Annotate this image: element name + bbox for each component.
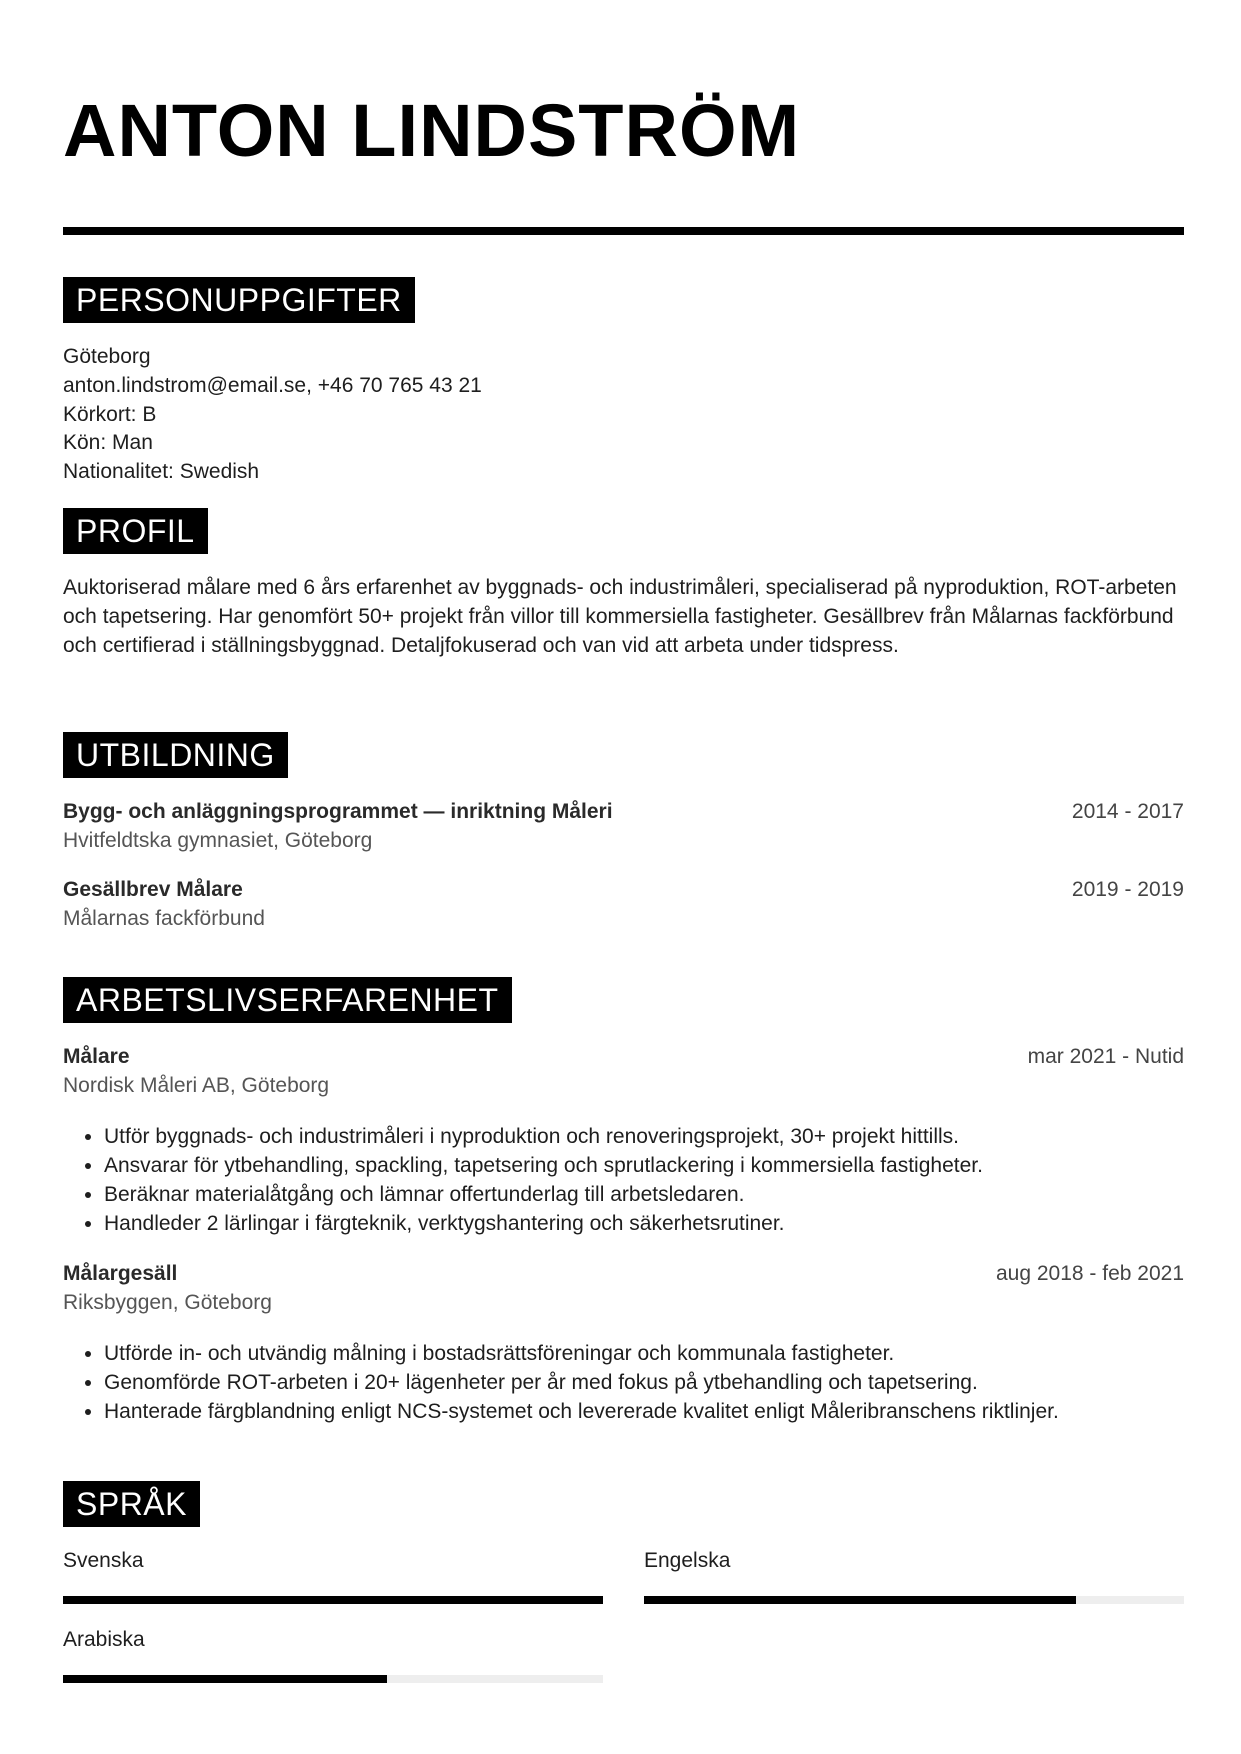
- language-item: [63, 1625, 603, 1683]
- languages-section-title: SPRÅK: [63, 1481, 200, 1527]
- personal-details: [63, 343, 1184, 487]
- personal-section: [63, 277, 1184, 487]
- profile-section-title: PROFIL: [63, 508, 208, 554]
- education-date: 2019 - 2019: [1071, 878, 1184, 901]
- experience-section: [63, 977, 1184, 1426]
- job-date: mar 2021 - Nutid: [1027, 1045, 1184, 1068]
- education-title: Bygg- och anläggningsprogrammet — inriktning Måleri: [63, 800, 613, 823]
- language-level-bar: [63, 1675, 603, 1683]
- job-employer: Riksbyggen, Göteborg: [63, 1291, 272, 1314]
- job-duty: • Utför byggnads- och industrimåleri i nyproduktion och renoveringsprojekt, 30+ projekt hittills.: [104, 1122, 1184, 1151]
- job-duty: • Genomförde ROT-arbeten i 20+ lägenheter per år med fokus på ytbehandling och tapetsering.: [104, 1368, 1184, 1397]
- header-divider: [63, 227, 1184, 235]
- language-name: Arabiska: [63, 1628, 145, 1651]
- job-duty: • Ansvarar för ytbehandling, spackling, tapetsering och sprutlackering i kommersiella fastigheter.: [104, 1151, 1184, 1180]
- language-level-bar: [644, 1596, 1184, 1604]
- education-title: Gesällbrev Målare: [63, 878, 243, 901]
- language-item: [644, 1546, 1184, 1604]
- job-duty: • Hanterade färgblandning enligt NCS-systemet och levererade kvalitet enligt Måleribranschens riktlinjer.: [104, 1397, 1184, 1426]
- job-title: Målare: [63, 1045, 130, 1068]
- profile-summary: Auktoriserad målare med 6 års erfarenhet av byggnads- och industrimåleri, specialiserad på nyproduktion, ROT-arbeten och tapetsering. Har genomfört 50+ projekt från villor till kommersiella fastigheter. Gesällbrev från Målarnas fackförbund och certifierad i ställningsbyggnad. Detaljfokuserad och van vid att arbeta under tidspress.: [63, 576, 1177, 657]
- education-date: 2014 - 2017: [1071, 800, 1184, 823]
- language-item: [63, 1546, 603, 1604]
- experience-entry: [63, 1259, 1184, 1426]
- education-school: Målarnas fackförbund: [63, 907, 265, 930]
- job-duty: • Handleder 2 lärlingar i färgteknik, verktygshantering och säkerhetsrutiner.: [104, 1209, 1184, 1238]
- language-level-bar: [63, 1596, 603, 1604]
- job-date: aug 2018 - feb 2021: [996, 1262, 1184, 1285]
- candidate-name: ANTON LINDSTRÖM: [63, 89, 801, 172]
- education-entry: [63, 875, 1184, 933]
- language-level-fill: [644, 1596, 1076, 1604]
- languages-section: [63, 1481, 1184, 1681]
- personal-nationality: Nationalitet: Swedish: [63, 460, 260, 484]
- personal-gender: Kön: Man: [63, 431, 153, 455]
- personal-contact: anton.lindstrom@email.se, +46 70 765 43 21: [63, 373, 482, 397]
- language-name: Engelska: [644, 1549, 731, 1572]
- job-duty: • Beräknar materialåtgång och lämnar offertunderlag till arbetsledaren.: [104, 1180, 1184, 1209]
- language-level-fill: [63, 1675, 387, 1683]
- job-title: Målargesäll: [63, 1262, 178, 1285]
- personal-license: Körkort: B: [63, 402, 157, 426]
- experience-section-title: ARBETSLIVSERFARENHET: [63, 977, 512, 1023]
- profile-section: [63, 508, 1184, 660]
- language-level-fill: [63, 1596, 603, 1604]
- job-duty: • Utförde in- och utvändig målning i bostadsrättsföreningar och kommunala fastigheter.: [104, 1339, 1184, 1368]
- education-section-title: UTBILDNING: [63, 732, 288, 778]
- experience-entry: [63, 1042, 1184, 1238]
- personal-section-title: PERSONUPPGIFTER: [63, 277, 415, 323]
- job-duties: [63, 1339, 1184, 1426]
- education-entry: [63, 797, 1184, 855]
- education-section: [63, 732, 1184, 933]
- education-school: Hvitfeldtska gymnasiet, Göteborg: [63, 829, 373, 852]
- job-employer: Nordisk Måleri AB, Göteborg: [63, 1074, 330, 1097]
- language-name: Svenska: [63, 1549, 144, 1572]
- job-duties: [63, 1122, 1184, 1238]
- personal-city: Göteborg: [63, 345, 151, 368]
